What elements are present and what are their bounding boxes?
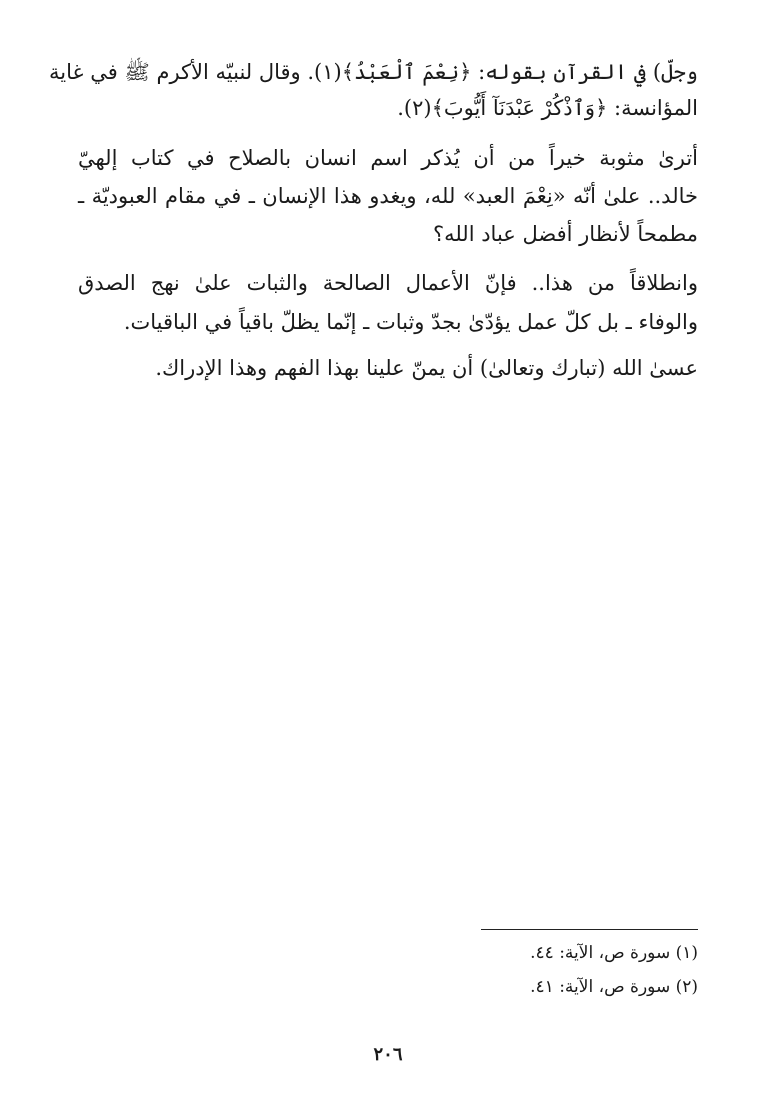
body-line-3: أترىٰ مثوبة خيراً من أن يُذكر اسم انسان بالصلاح في كتاب إلهيّ (78, 146, 698, 170)
body-line-8: عسىٰ الله (تبارك وتعالىٰ) أن يمنّ علينا بهذا الفهم وهذا الإدراك. (155, 356, 698, 380)
body-line-2: المؤانسة: ﴿وَٱذْكُرْ عَبْدَنَآ أَيُّوبَ﴾(٢). (397, 96, 698, 120)
body-line-4: خالد.. علىٰ أنّه «نِعْمَ العبد» لله، ويغدو هذا الإنسان ـ في مقام العبوديّة ـ (78, 184, 698, 208)
footnote-2: (٢) سورة ص، الآية: ٤١. (530, 977, 698, 997)
footnote-1: (١) سورة ص، الآية: ٤٤. (530, 943, 698, 963)
page-number: ٢٠٦ (373, 1044, 403, 1065)
footnote-divider (481, 929, 698, 930)
body-line-1: وجلّ) في القرآن بقوله: ﴿نِعْمَ ٱلْعَبْدُ﴾(١). وقال لنبيّه الأكرم ﷺ في غاية (49, 60, 698, 84)
body-line-6: وانطلاقاً من هذا.. فإنّ الأعمال الصالحة والثبات علىٰ نهج الصدق (78, 271, 698, 295)
body-line-7: والوفاء ـ بل كلّ عمل يؤدّىٰ بجدّ وثبات ـ إنّما يظلّ باقياً في الباقيات. (123, 310, 698, 334)
body-line-5: مطمحاً لأنظار أفضل عباد الله؟ (432, 222, 698, 246)
